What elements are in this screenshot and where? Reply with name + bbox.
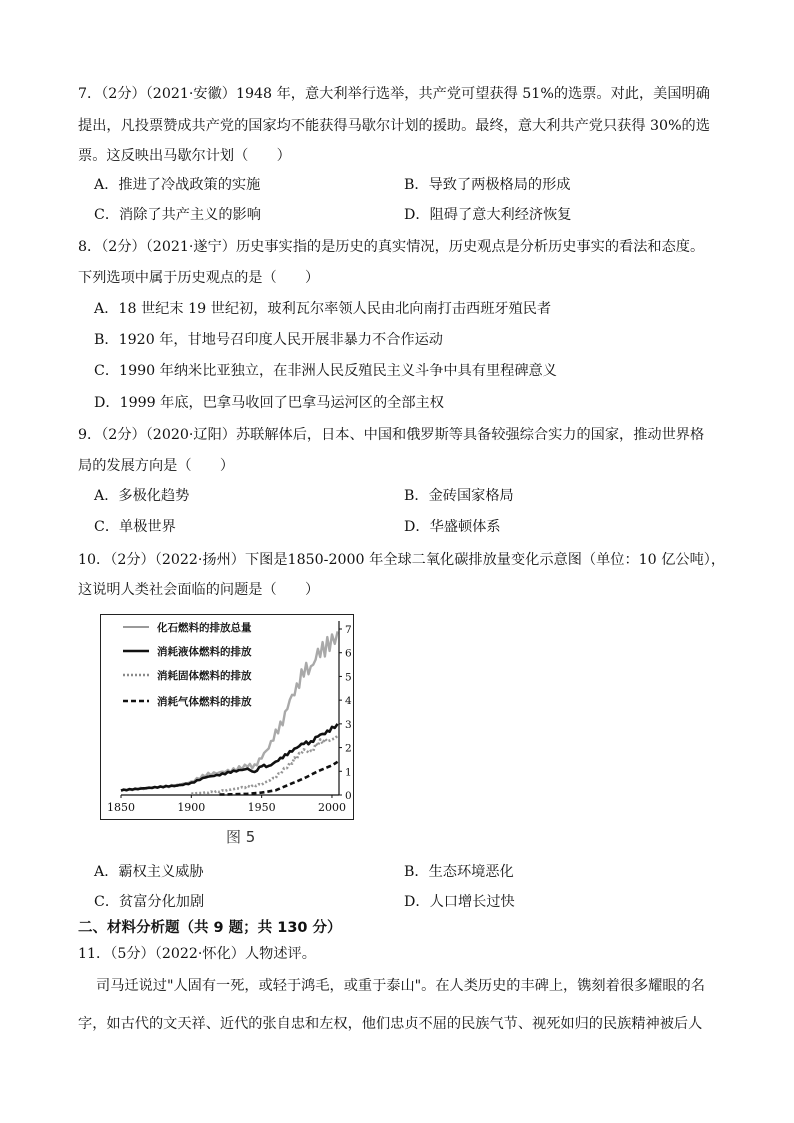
q8-option-b[interactable]: B．1920 年，甘地号召印度人民开展非暴力不合作运动 [94,332,443,348]
q7-option-c[interactable]: C．消除了共产主义的影响 [94,207,261,223]
q9-option-d[interactable]: D．华盛顿体系 [404,519,501,535]
q9-option-c[interactable]: C．单极世界 [94,519,176,535]
legend-label: 消耗固体燃料的排放 [157,670,252,682]
q7-stem-line1: 7．（2分）（2021·安徽）1948 年，意大利举行选举，共产党可望获得 51%的选票。对此，美国明确 [78,86,710,102]
q7-option-a[interactable]: A．推进了冷战政策的实施 [94,177,261,193]
q10-stem-line1: 10．（2分）（2022·扬州）下图是1850-2000 年全球二氧化碳排放量变化示意图（单位：10 亿公吨）， [78,552,726,568]
q9-option-b[interactable]: B．金砖国家格局 [404,488,514,504]
co2-emission-chart [101,615,353,819]
q11-material-line2: 字，如古代的文天祥、近代的张自忠和左权，他们忠贞不屈的民族气节、视死如归的民族精神被后人 [78,1016,703,1032]
x-tick-label: 1950 [247,801,276,814]
legend-label: 消耗液体燃料的排放 [157,646,252,658]
section-heading: 二、材料分析题（共 9 题；共 130 分） [78,920,342,936]
y-tick-label: 1 [345,766,352,779]
co2-emission-chart-frame [100,614,354,820]
x-tick-label: 1850 [107,801,135,814]
q10-option-c[interactable]: C．贫富分化加剧 [94,894,205,910]
q11-material-line1: 司马迁说过"人固有一死，或轻于鸿毛，或重于泰山"。在人类历史的丰碑上，镌刻着很多耀眼的名 [96,978,705,994]
chart-legend [123,621,252,708]
y-tick-label: 6 [345,647,352,660]
q8-option-c[interactable]: C．1990 年纳米比亚独立，在非洲人民反殖民主义斗争中具有里程碑意义 [94,363,557,379]
y-tick-label: 5 [345,671,352,684]
q7-stem-line2: 提出，凡投票赞成共产党的国家均不能获得马歇尔计划的援助。最终，意大利共产党只获得 30%的选 [78,118,710,134]
x-tick-label: 2000 [317,801,346,814]
figure-caption: 图 5 [226,828,256,846]
q9-stem-line1: 9．（2分）（2020·辽阳）苏联解体后，日本、中国和俄罗斯等具备较强综合实力的国家，推动世界格 [78,427,705,443]
q10-stem-line2: 这说明人类社会面临的问题是（ ） [78,582,320,598]
q10-option-b[interactable]: B．生态环境恶化 [404,864,514,880]
q8-stem-line2: 下列选项中属于历史观点的是（ ） [78,270,320,286]
q9-stem-line2: 局的发展方向是（ ） [78,458,235,474]
q10-option-a[interactable]: A．霸权主义威胁 [94,864,204,880]
q7-option-b[interactable]: B．导致了两极格局的形成 [404,177,571,193]
y-tick-label: 0 [345,790,352,802]
legend-label: 消耗气体燃料的排放 [157,696,252,708]
q11-stem-line1: 11．（5分）（2022·怀化）人物述评。 [78,946,316,962]
liquid-fuel-line [121,724,338,791]
y-tick-label: 3 [345,718,352,731]
y-tick-label: 7 [345,624,352,636]
q8-option-d[interactable]: D．1999 年底，巴拿马收回了巴拿马运河区的全部主权 [94,395,444,411]
y-tick-label: 4 [345,695,352,708]
x-tick-label: 1900 [177,801,206,814]
q7-option-d[interactable]: D．阻碍了意大利经济恢复 [404,207,572,223]
q9-option-a[interactable]: A．多极化趋势 [94,488,190,504]
q8-option-a[interactable]: A．18 世纪末 19 世纪初，玻利瓦尔率领人民由北向南打击西班牙殖民者 [94,301,552,317]
q10-option-d[interactable]: D．人口增长过快 [404,894,515,910]
y-tick-label: 2 [345,742,352,755]
legend-label: 化石燃料的排放总量 [157,622,252,634]
q8-stem-line1: 8．（2分）（2021·遂宁）历史事实指的是历史的真实情况，历史观点是分析历史事实的看法和态度。 [78,239,705,255]
q7-stem-line3: 票。这反映出马歇尔计划（ ） [78,148,291,164]
